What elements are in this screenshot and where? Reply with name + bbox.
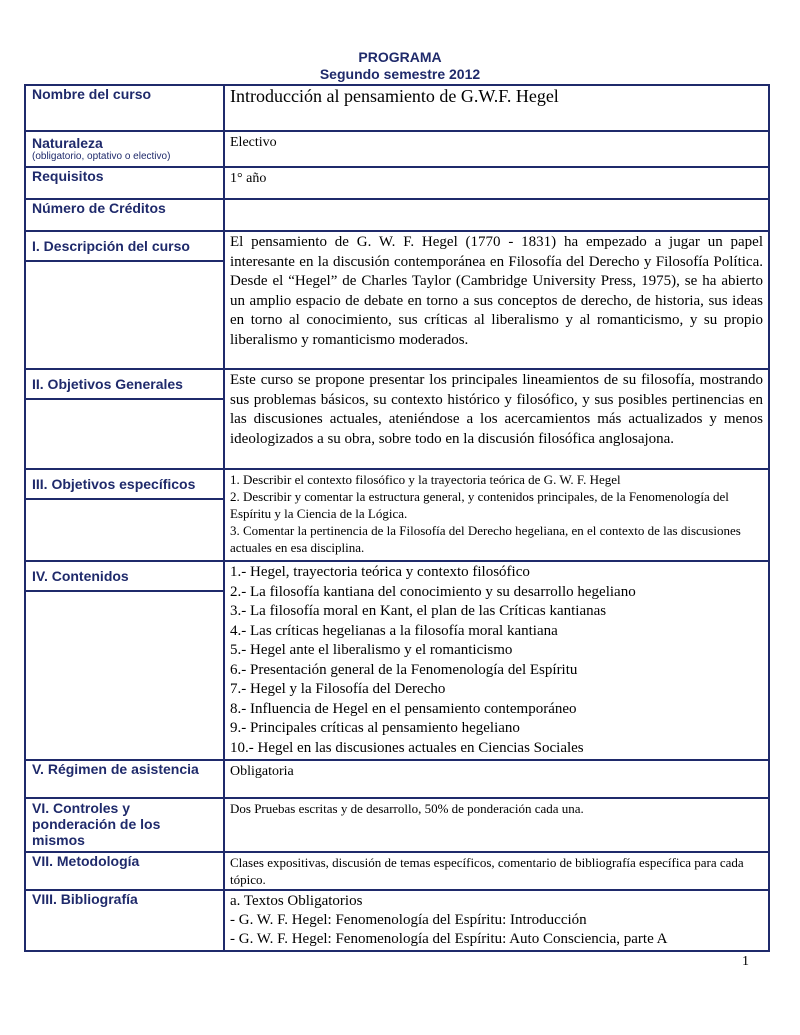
label-cell bbox=[25, 167, 224, 199]
nombre-label: Nombre del curso bbox=[32, 86, 152, 102]
value-cell bbox=[224, 798, 769, 852]
value-cell bbox=[224, 469, 769, 561]
list-item: 10.- Hegel en las discusiones actuales en Ciencias Sociales bbox=[230, 739, 584, 756]
label-cell bbox=[25, 131, 224, 167]
regimen-label: V. Régimen de asistencia bbox=[32, 761, 199, 777]
metodologia-value: Clases expositivas, discusión de temas específicos, comentario de bibliografía específica para cada tópico. bbox=[230, 855, 744, 887]
row-obj-generales bbox=[25, 369, 769, 469]
program-table bbox=[24, 84, 770, 952]
list-item: 6.- Presentación general de la Fenomenología del Espíritu bbox=[230, 661, 578, 678]
contenidos-label: IV. Contenidos bbox=[32, 568, 129, 584]
list-item: 7.- Hegel y la Filosofía del Derecho bbox=[230, 681, 446, 697]
row-bibliografia bbox=[25, 890, 769, 951]
label-cell bbox=[25, 561, 224, 760]
row-metodologia bbox=[25, 852, 769, 890]
value-cell bbox=[224, 199, 769, 231]
list-item: - G. W. F. Hegel: Fenomenología del Espíritu: Introducción bbox=[230, 912, 587, 928]
value-cell bbox=[224, 167, 769, 199]
list-item: 1. Describir el contexto filosófico y la trayectoria teórica de G. W. F. Hegel bbox=[230, 472, 621, 487]
regimen-value: Obligatoria bbox=[230, 764, 294, 779]
value-cell bbox=[224, 852, 769, 890]
row-creditos bbox=[25, 199, 769, 231]
row-contenidos bbox=[25, 561, 769, 760]
controles-label: VI. Controles y ponderación de los mismos bbox=[32, 800, 161, 848]
naturaleza-value: Electivo bbox=[230, 135, 277, 150]
row-obj-especificos bbox=[25, 469, 769, 561]
value-cell bbox=[224, 760, 769, 798]
program-title: PROGRAMA bbox=[358, 49, 442, 65]
value-cell bbox=[224, 85, 769, 131]
metodologia-label: VII. Metodología bbox=[32, 853, 140, 869]
semester-subtitle: Segundo semestre 2012 bbox=[319, 66, 481, 82]
label-cell bbox=[25, 199, 224, 231]
label-cell bbox=[25, 369, 224, 469]
list-item: 2.- La filosofía kantiana del conocimiento y su desarrollo hegeliano bbox=[230, 583, 636, 600]
naturaleza-label: Naturaleza bbox=[32, 135, 103, 151]
obj-generales-text: Este curso se propone presentar los principales lineamientos de su filosofía, mostrando sus problemas básicos, su contexto histórico y filosófico, y sus posibles pertinencias en las discusiones actuales, ateniéndose a los acercamientos más actualizados y menos ideologizados a su obra, sobre todo en la discusión filosófica anglosajona. bbox=[230, 372, 763, 447]
creditos-value bbox=[225, 200, 768, 202]
value-cell bbox=[224, 231, 769, 369]
label-cell bbox=[25, 852, 224, 890]
row-nombre bbox=[25, 85, 769, 131]
list-item: a. Textos Obligatorios bbox=[230, 893, 363, 909]
list-item: - G. W. F. Hegel: Fenomenología del Espíritu: Auto Consciencia, parte A bbox=[230, 931, 668, 947]
value-cell bbox=[224, 369, 769, 469]
row-requisitos bbox=[25, 167, 769, 199]
label-cell bbox=[25, 85, 224, 131]
label-cell bbox=[25, 890, 224, 951]
list-item: 2. Describir y comentar la estructura general, y contenidos principales, de la Fenomenología del Espíritu y la Ciencia de la Lógica. bbox=[230, 489, 729, 521]
course-name: Introducción al pensamiento de G.W.F. Hegel bbox=[230, 86, 559, 106]
label-cell bbox=[25, 469, 224, 561]
value-cell bbox=[224, 561, 769, 760]
descripcion-text: El pensamiento de G. W. F. Hegel (1770 - 1831) ha empezado a jugar un papel interesante en la discusión contemporánea en Filosofía del Derecho y Filosofía Política. Desde el “Hegel” de Charles Taylor (Cambridge University Press, 1975), se ha abierto un amplio espacio de debate en torno a sus conceptos de derecho, de historia, sus ideas en torno al conocimiento, sus críticas al liberalismo y al romanticismo, y su propio liberalismo y romanticismo moderados. bbox=[230, 234, 763, 348]
value-cell bbox=[224, 890, 769, 951]
creditos-label: Número de Créditos bbox=[32, 200, 166, 216]
list-item: 3.- La filosofía moral en Kant, el plan de las Críticas kantianas bbox=[230, 603, 607, 619]
list-item: 5.- Hegel ante el liberalismo y el romanticismo bbox=[230, 642, 513, 658]
requisitos-label: Requisitos bbox=[32, 168, 104, 184]
label-cell bbox=[25, 798, 224, 852]
list-item: 8.- Influencia de Hegel en el pensamiento contemporáneo bbox=[230, 700, 577, 717]
list-item: 3. Comentar la pertinencia de la Filosofía del Derecho hegeliana, en el contexto de las discusiones actuales en esa disciplina. bbox=[230, 523, 741, 555]
label-cell bbox=[25, 231, 224, 369]
requisitos-value: 1° año bbox=[230, 171, 267, 186]
label-cell bbox=[25, 760, 224, 798]
value-cell bbox=[224, 131, 769, 167]
controles-value: Dos Pruebas escritas y de desarrollo, 50% de ponderación cada una. bbox=[230, 801, 584, 816]
naturaleza-note: (obligatorio, optativo o electivo) bbox=[32, 151, 171, 162]
list-item: 9.- Principales críticas al pensamiento hegeliano bbox=[230, 720, 520, 736]
obj-especificos-label: III. Objetivos específicos bbox=[32, 476, 196, 492]
row-descripcion bbox=[25, 231, 769, 369]
list-item: 1.- Hegel, trayectoria teórica y contexto filosófico bbox=[230, 564, 530, 580]
list-item: 4.- Las críticas hegelianas a la filosofía moral kantiana bbox=[230, 622, 558, 639]
page-number: 1 bbox=[742, 954, 749, 969]
row-controles bbox=[25, 798, 769, 852]
bibliografia-label: VIII. Bibliografía bbox=[32, 891, 138, 907]
descripcion-label: I. Descripción del curso bbox=[32, 238, 190, 254]
obj-generales-label: II. Objetivos Generales bbox=[32, 376, 183, 392]
row-naturaleza bbox=[25, 131, 769, 167]
row-regimen bbox=[25, 760, 769, 798]
